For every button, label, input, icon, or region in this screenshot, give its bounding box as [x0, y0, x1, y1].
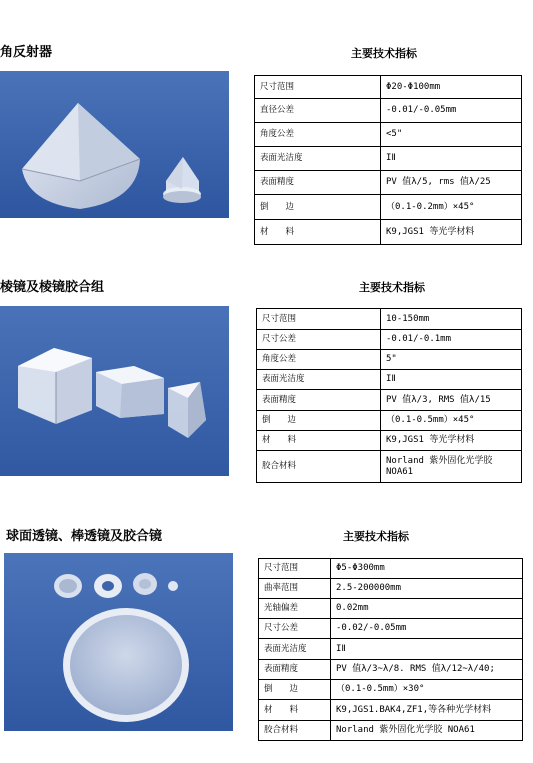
corner-reflector-photo	[0, 71, 229, 218]
spec-value: Φ5-Φ300mm	[331, 559, 523, 579]
spec-value: K9,JGS1 等光学材料	[381, 220, 522, 245]
spec-table-title: 主要技术指标	[343, 530, 409, 543]
spec-label: 胶合材料	[257, 451, 381, 483]
spec-label: 尺寸公差	[259, 619, 331, 639]
spec-value: （0.1-0.2mm）×45°	[381, 195, 522, 220]
table-row	[257, 451, 522, 483]
spec-value: 10-150mm	[381, 309, 522, 330]
spec-table-title: 主要技术指标	[351, 47, 417, 60]
table-row	[257, 390, 522, 411]
spec-label: 表面光洁度	[257, 370, 381, 390]
spec-label: 直径公差	[255, 99, 381, 123]
table-row	[257, 370, 522, 390]
table-row	[259, 619, 523, 639]
spec-value: IⅡ	[381, 370, 522, 390]
spec-label: 角度公差	[257, 350, 381, 370]
spec-value: IⅡ	[331, 639, 523, 660]
spec-label: 表面光洁度	[255, 147, 381, 171]
spec-label: 表面精度	[255, 171, 381, 195]
table-row	[255, 99, 522, 123]
spec-table-lens	[258, 558, 523, 741]
spec-label: 材 料	[255, 220, 381, 245]
table-row	[255, 195, 522, 220]
spec-label: 表面精度	[259, 660, 331, 680]
corner-reflector-image	[0, 71, 229, 218]
table-row	[255, 171, 522, 195]
spec-table-title: 主要技术指标	[359, 281, 425, 294]
table-row	[259, 579, 523, 599]
table-row	[259, 599, 523, 619]
section-title-lens: 球面透镜、棒透镜及胶合镜	[6, 529, 163, 544]
lens-image	[4, 553, 233, 731]
spec-value: IⅡ	[381, 147, 522, 171]
spec-label: 倒 边	[257, 411, 381, 431]
spec-label: 尺寸公差	[257, 330, 381, 350]
table-row	[257, 411, 522, 431]
table-row	[255, 76, 522, 99]
spec-value: 2.5-200000mm	[331, 579, 523, 599]
spec-label: 胶合材料	[259, 721, 331, 741]
table-row	[259, 700, 523, 721]
spec-value	[381, 451, 522, 483]
table-row	[257, 431, 522, 451]
spec-value-line: Norland 紫外固化光学胶	[386, 455, 493, 466]
prism-image	[0, 306, 229, 476]
spec-label: 表面光洁度	[259, 639, 331, 660]
spec-value: PV 值λ/5, rms 值λ/25	[381, 171, 522, 195]
spec-label: 材 料	[257, 431, 381, 451]
spec-table-prism	[256, 308, 522, 483]
spec-value: （0.1-0.5mm）×45°	[381, 411, 522, 431]
table-row	[259, 559, 523, 579]
spec-label: 倒 边	[259, 680, 331, 700]
spec-value: PV 值λ/3, RMS 值λ/15	[381, 390, 522, 411]
spec-label: 倒 边	[255, 195, 381, 220]
spec-value: 5"	[381, 350, 522, 370]
spec-value-line: NOA61	[386, 466, 414, 477]
spec-value: 0.02mm	[331, 599, 523, 619]
table-row	[255, 147, 522, 171]
spec-label: 曲率范围	[259, 579, 331, 599]
table-row	[255, 123, 522, 147]
spec-value: -0.02/-0.05mm	[331, 619, 523, 639]
spec-label: 表面精度	[257, 390, 381, 411]
table-row	[259, 721, 523, 741]
spec-table-corner-reflector	[254, 75, 522, 245]
spec-value: Φ20-Φ100mm	[381, 76, 522, 99]
section-title-prism: 棱镜及棱镜胶合组	[0, 280, 105, 295]
spec-label: 尺寸范围	[257, 309, 381, 330]
table-row	[257, 330, 522, 350]
spec-label: 材 料	[259, 700, 331, 721]
prism-photo	[0, 306, 229, 476]
spec-value: -0.01/-0.1mm	[381, 330, 522, 350]
spec-value: Norland 紫外固化光学胶 NOA61	[331, 721, 523, 741]
spec-label: 尺寸范围	[255, 76, 381, 99]
spec-value: <5"	[381, 123, 522, 147]
spec-value: K9,JGS1 等光学材料	[381, 431, 522, 451]
spec-value: -0.01/-0.05mm	[381, 99, 522, 123]
table-row	[259, 680, 523, 700]
spec-label: 尺寸范围	[259, 559, 331, 579]
table-row	[255, 220, 522, 245]
table-row	[259, 660, 523, 680]
spec-value: K9,JGS1.BAK4,ZF1,等各种光学材料	[331, 700, 523, 721]
spec-value: （0.1-0.5mm）×30°	[331, 680, 523, 700]
spec-label: 角度公差	[255, 123, 381, 147]
lens-photo	[4, 553, 233, 731]
table-row	[257, 350, 522, 370]
table-row	[257, 309, 522, 330]
spec-value: PV 值λ/3~λ/8. RMS 值λ/12~λ/40;	[331, 660, 523, 680]
section-title-corner-reflector: 角反射器	[0, 45, 53, 60]
spec-label: 光轴偏差	[259, 599, 331, 619]
table-row	[259, 639, 523, 660]
